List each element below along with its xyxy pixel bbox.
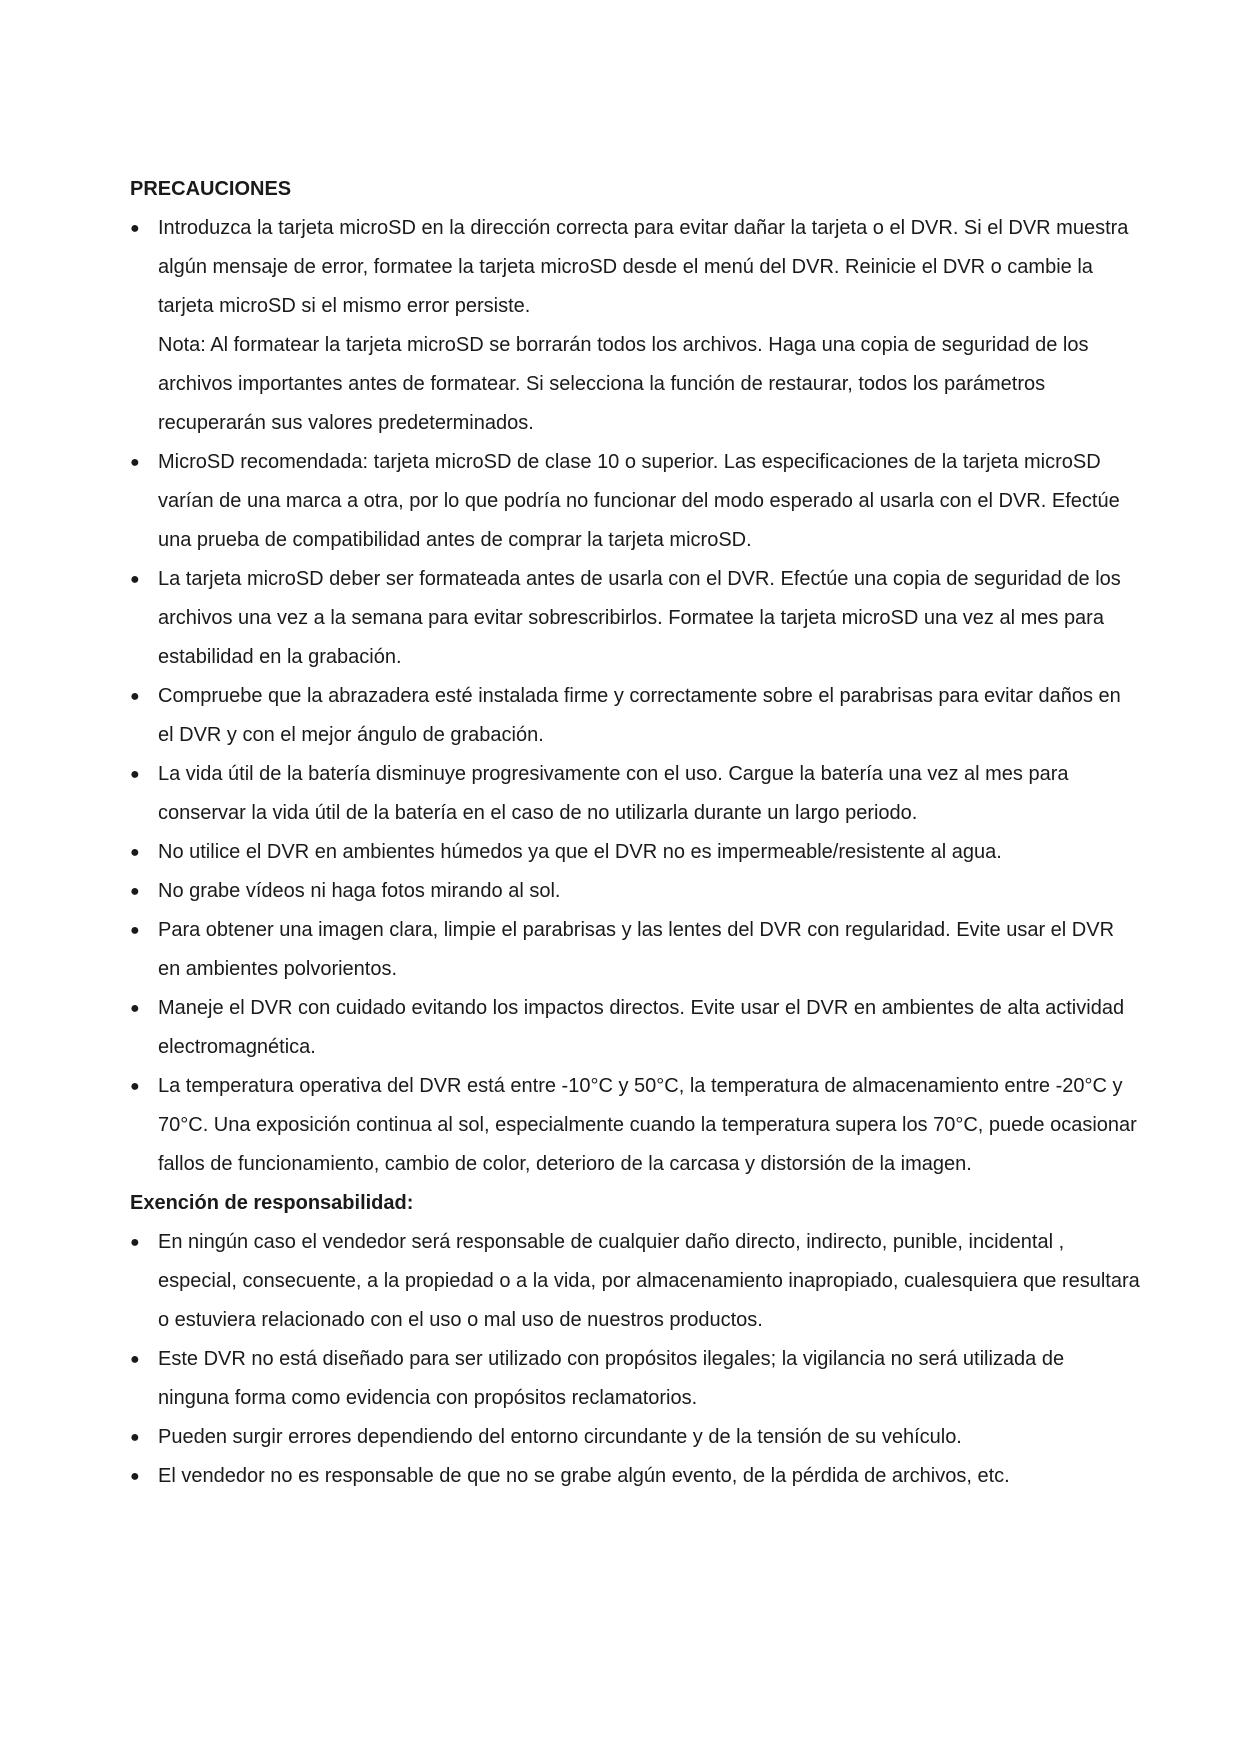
list-item-text: La temperatura operativa del DVR está entre -10°C y 50°C, la temperatura de almacenamiento entre -20°C y 70°C. Una exposición continua al sol, especialmente cuando la temperatura supera los 70°C, puede ocasionar fallos de funcionamiento, cambio de color, deterioro de la carcasa y distorsión de la imagen. bbox=[158, 1075, 1137, 1175]
list-item bbox=[130, 833, 1140, 872]
list-item bbox=[130, 911, 1140, 989]
list-item bbox=[130, 1067, 1140, 1184]
list-item-text: Pueden surgir errores dependiendo del entorno circundante y de la tensión de su vehículo. bbox=[158, 1426, 962, 1448]
list-item-text: Maneje el DVR con cuidado evitando los impactos directos. Evite usar el DVR en ambientes de alta actividad electromagnética. bbox=[158, 997, 1125, 1058]
list-item-text: En ningún caso el vendedor será responsable de cualquier daño directo, indirecto, punible, incidental , especial, consecuente, a la propiedad o a la vida, por almacenamiento inapropiado, cualesquiera que resultara o estuviera relacionado con el uso o mal uso de nuestros productos. bbox=[158, 1231, 1140, 1331]
bullet-icon: ● bbox=[130, 1351, 140, 1368]
list-item bbox=[130, 677, 1140, 755]
list-item-text: Este DVR no está diseñado para ser utilizado con propósitos ilegales; la vigilancia no será utilizada de ninguna forma como evidencia con propósitos reclamatorios. bbox=[158, 1348, 1065, 1409]
list-item-text: Introduzca la tarjeta microSD en la dirección correcta para evitar dañar la tarjeta o el DVR. Si el DVR muestra algún mensaje de error, formatee la tarjeta microSD desde el menú del DVR. Reinicie el DVR o cambie la tarjeta microSD si el mismo error persiste. bbox=[158, 217, 1129, 317]
disclaimer-heading: Exención de responsabilidad: bbox=[130, 1192, 414, 1214]
bullet-icon: ● bbox=[130, 1078, 140, 1095]
list-item bbox=[130, 209, 1140, 443]
list-item bbox=[130, 1457, 1140, 1496]
bullet-icon: ● bbox=[130, 454, 140, 471]
list-item bbox=[130, 989, 1140, 1067]
list-item-text: La tarjeta microSD deber ser formateada antes de usarla con el DVR. Efectúe una copia de seguridad de los archivos una vez a la semana para evitar sobrescribirlos. Formatee la tarjeta microSD una vez al mes para estabilidad en la grabación. bbox=[158, 568, 1121, 668]
bullet-icon: ● bbox=[130, 922, 140, 939]
bullet-icon: ● bbox=[130, 883, 140, 900]
list-item bbox=[130, 1223, 1140, 1340]
note-text: Nota: Al formatear la tarjeta microSD se borrarán todos los archivos. Haga una copia de seguridad de los archivos importantes antes de formatear. Si selecciona la función de restaurar, todos los parámetros recuperarán sus valores predeterminados. bbox=[158, 334, 1089, 434]
bullet-icon: ● bbox=[130, 844, 140, 861]
list-item bbox=[130, 872, 1140, 911]
document-content bbox=[130, 170, 1140, 1496]
bullet-icon: ● bbox=[130, 1468, 140, 1485]
list-item bbox=[130, 755, 1140, 833]
bullet-icon: ● bbox=[130, 766, 140, 783]
list-item-text: No grabe vídeos ni haga fotos mirando al sol. bbox=[158, 880, 561, 902]
list-item bbox=[130, 443, 1140, 560]
disclaimer-list bbox=[130, 1223, 1140, 1496]
list-item-text: El vendedor no es responsable de que no se grabe algún evento, de la pérdida de archivos, etc. bbox=[158, 1465, 1010, 1487]
bullet-icon: ● bbox=[130, 571, 140, 588]
bullet-icon: ● bbox=[130, 1234, 140, 1251]
list-item bbox=[130, 1340, 1140, 1418]
precautions-heading: PRECAUCIONES bbox=[130, 178, 292, 200]
bullet-icon: ● bbox=[130, 1429, 140, 1446]
list-item bbox=[130, 1418, 1140, 1457]
bullet-icon: ● bbox=[130, 688, 140, 705]
precautions-list bbox=[130, 209, 1140, 1184]
list-item-text: No utilice el DVR en ambientes húmedos ya que el DVR no es impermeable/resistente al agua. bbox=[158, 841, 1002, 863]
list-item bbox=[130, 560, 1140, 677]
list-item-text: La vida útil de la batería disminuye progresivamente con el uso. Cargue la batería una vez al mes para conservar la vida útil de la batería en el caso de no utilizarla durante un largo periodo. bbox=[158, 763, 1069, 824]
list-item-text: Compruebe que la abrazadera esté instalada firme y correctamente sobre el parabrisas para evitar daños en el DVR y con el mejor ángulo de grabación. bbox=[158, 685, 1121, 746]
bullet-icon: ● bbox=[130, 1000, 140, 1017]
list-item-text: Para obtener una imagen clara, limpie el parabrisas y las lentes del DVR con regularidad. Evite usar el DVR en ambientes polvorientos. bbox=[158, 919, 1115, 980]
bullet-icon: ● bbox=[130, 220, 140, 237]
list-item-text: MicroSD recomendada: tarjeta microSD de clase 10 o superior. Las especificaciones de la tarjeta microSD varían de una marca a otra, por lo que podría no funcionar del modo esperado al usarla con el DVR. Efectúe una prueba de compatibilidad antes de comprar la tarjeta microSD. bbox=[158, 451, 1120, 551]
